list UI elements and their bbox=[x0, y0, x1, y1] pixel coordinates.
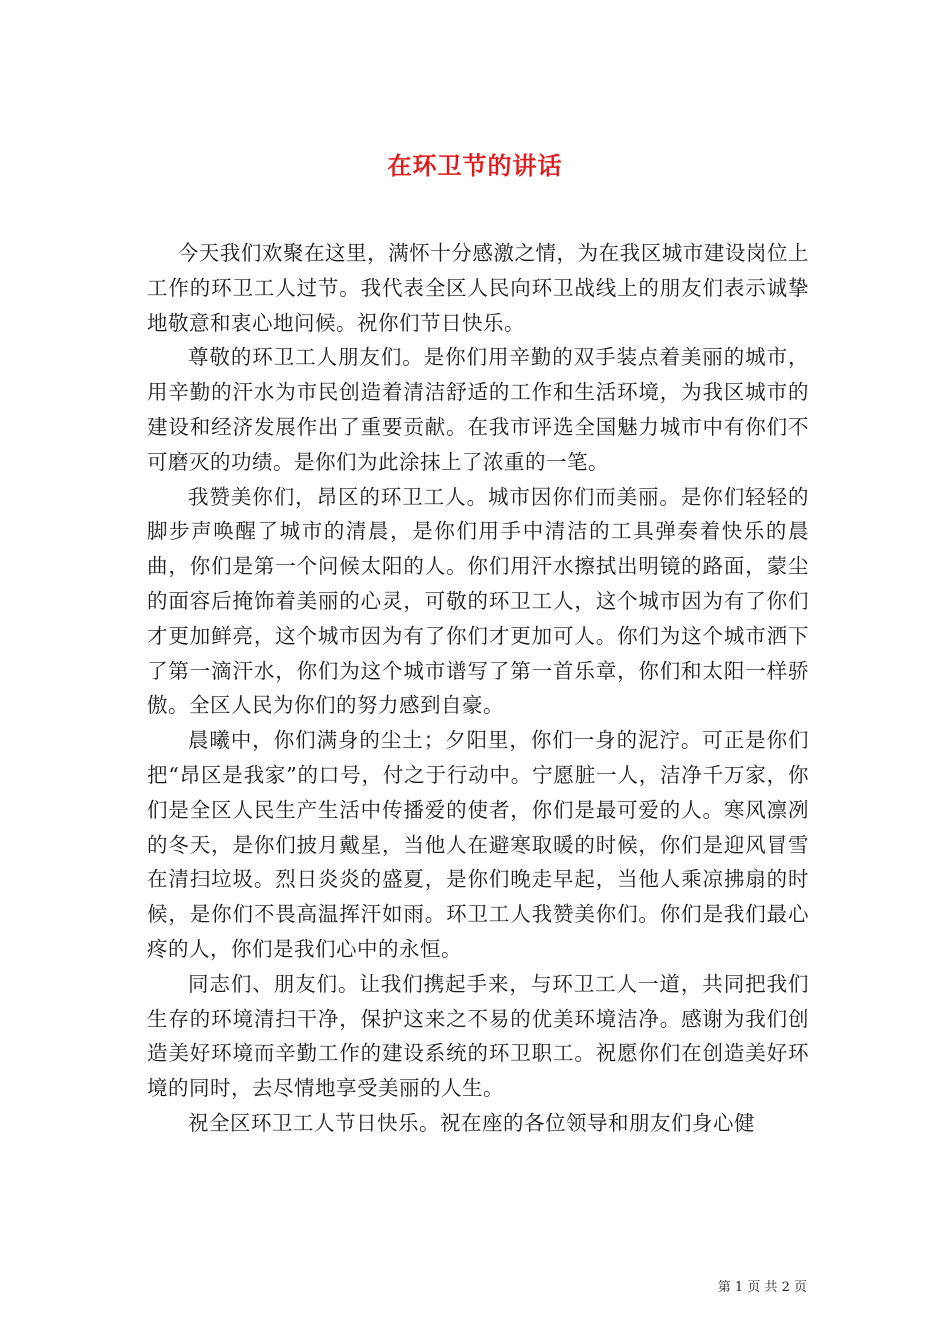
page-title: 在环卫节的讲话 bbox=[387, 151, 563, 181]
paragraph: 今天我们欢聚在这里，满怀十分感激之情，为在我区城市建设岗位上工作的环卫工人过节。我代表全区人民向环卫战线上的朋友们表示诚挚地敬意和衷心地问候。祝你们节日快乐。 bbox=[147, 241, 809, 335]
document-body bbox=[147, 236, 809, 1141]
paragraph: 同志们、朋友们。让我们携起手来，与环卫工人一道，共同把我们生存的环境清扫干净，保护这来之不易的优美环境洁净。感谢为我们创造美好环境而辛勤工作的建设系统的环卫职工。祝愿你们在创造美好环境的同时，去尽情地享受美丽的人生。 bbox=[147, 971, 809, 1101]
paragraph: 晨曦中，你们满身的尘土；夕阳里，你们一身的泥泞。可正是你们把“昂区是我家”的口号，付之于行动中。宁愿脏一人，洁净千万家，你们是全区人民生产生活中传播爱的使者，你们是最可爱的人。寒风凛冽的冬天，是你们披月戴星，当他人在避寒取暖的时候，你们是迎风冒雪在清扫垃圾。烈日炎炎的盛夏，是你们晚走早起，当他人乘凉拂扇的时候，是你们不畏高温挥汗如雨。环卫工人我赞美你们。你们是我们最心疼的人，你们是我们心中的永恒。 bbox=[147, 728, 809, 961]
paragraph: 尊敬的环卫工人朋友们。是你们用辛勤的双手装点着美丽的城市，用辛勤的汗水为市民创造着清洁舒适的工作和生活环境，为我区城市的建设和经济发展作出了重要贡献。在我市评选全国魅力城市中有你们不可磨灭的功绩。是你们为此涂抹上了浓重的一笔。 bbox=[147, 345, 809, 474]
paragraph: 我赞美你们，昂区的环卫工人。城市因你们而美丽。是你们轻轻的脚步声唤醒了城市的清晨，是你们用手中清洁的工具弹奏着快乐的晨曲，你们是第一个问候太阳的人。你们用汗水擦拭出明镜的路面，蒙尘的面容后掩饰着美丽的心灵，可敬的环卫工人，这个城市因为有了你们才更加鲜亮，这个城市因为有了你们才更加可人。你们为这个城市洒下了第一滴汗水，你们为这个城市谱写了第一首乐章，你们和太阳一样骄傲。全区人民为你们的努力感到自豪。 bbox=[147, 484, 809, 718]
page-number: 第 1 页 共 2 页 bbox=[717, 1280, 807, 1295]
paragraph: 祝全区环卫工人节日快乐。祝在座的各位领导和朋友们身心健 bbox=[188, 1110, 755, 1135]
